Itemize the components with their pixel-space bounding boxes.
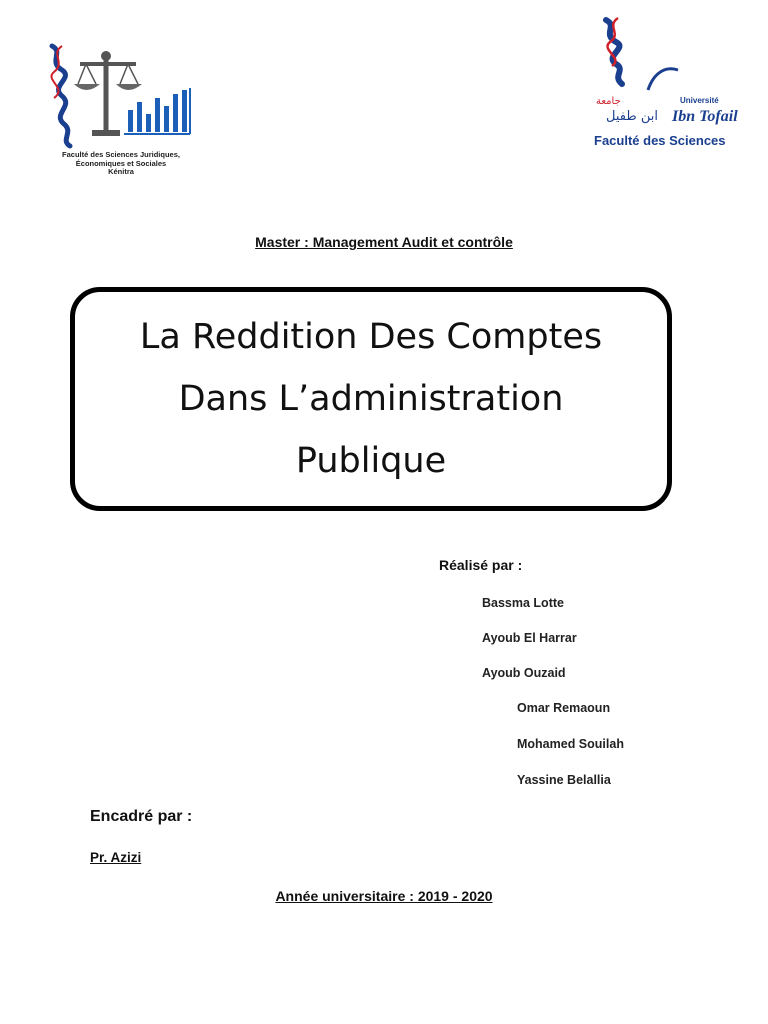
- member-name: Ayoub El Harrar: [482, 631, 577, 645]
- supervisor-name: Pr. Azizi: [90, 850, 142, 865]
- title-line: Dans L’administration: [178, 379, 564, 419]
- member-name: Omar Remaoun: [517, 701, 611, 715]
- university-label: Université: [680, 96, 719, 105]
- arabic-university-name: ابن طفيل: [606, 109, 658, 124]
- faculty-caption: [46, 151, 196, 177]
- encadre-par-label: Encadré par :: [90, 808, 193, 825]
- master-program: Master : Management Audit et contrôle: [255, 234, 513, 250]
- title-line: La Reddition Des Comptes: [139, 317, 603, 357]
- ibn-tofail-logo: [588, 12, 738, 152]
- caption-line: Économiques et Sociales: [75, 158, 167, 168]
- member-name: Yassine Belallia: [517, 773, 611, 787]
- caption-line: Kénitra: [108, 167, 134, 177]
- title-line: Publique: [295, 441, 447, 481]
- academic-year: Année universitaire : 2019 - 2020: [275, 888, 493, 904]
- member-name: Ayoub Ouzaid: [482, 666, 566, 680]
- scales-chart-icon: [40, 40, 200, 152]
- member-name: Mohamed Souilah: [517, 737, 624, 751]
- arabic-university-word: جامعة: [596, 96, 621, 107]
- faculty-sciences-label: Faculté des Sciences: [594, 133, 726, 148]
- title-box: [70, 287, 672, 511]
- faculty-law-logo: [40, 40, 200, 180]
- member-name: Bassma Lotte: [482, 596, 564, 610]
- university-emblem-icon: [588, 12, 738, 92]
- university-name: Ibn Tofail: [672, 108, 738, 125]
- caption-line: Faculté des Sciences Juridiques,: [62, 150, 180, 159]
- document-title: [140, 306, 602, 492]
- realise-par-label: Réalisé par :: [439, 557, 523, 573]
